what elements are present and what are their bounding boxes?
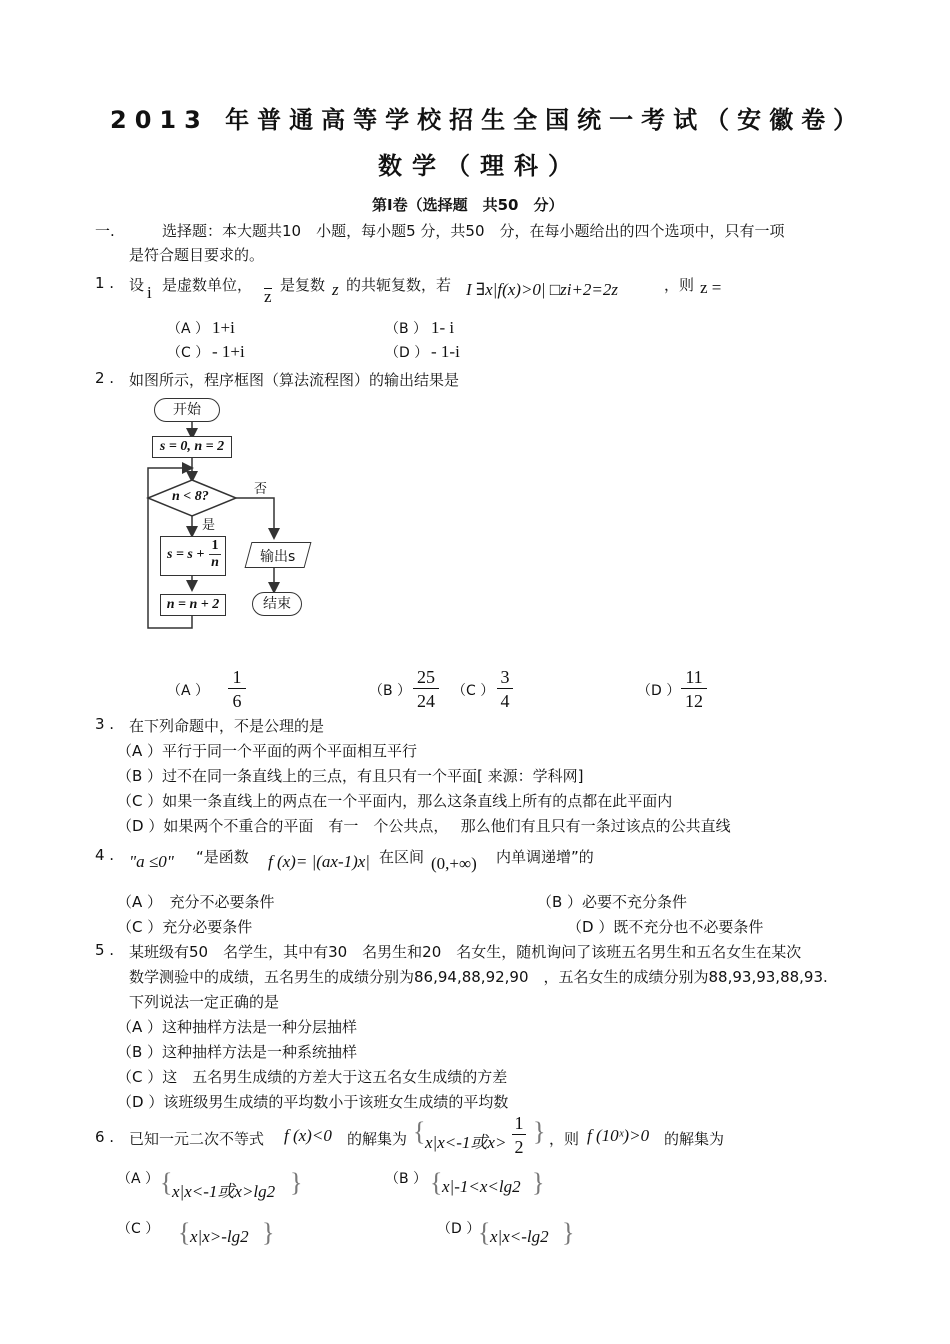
q6-option-a-right-brace: } <box>290 1168 303 1197</box>
q2-option-d-num: 11 <box>681 666 707 689</box>
q6-option-b-label: （B ） <box>385 1171 428 1187</box>
q5-option-c: （C ）这 五名男生成绩的方差大于这五名女生成绩的方差 <box>117 1068 508 1086</box>
flowchart-update-s-den: n <box>211 555 219 570</box>
q4-option-b: （B ）必要不充分条件 <box>537 893 688 911</box>
flowchart-update-s-num: 1 <box>209 538 221 555</box>
q6-set-right-brace: } <box>533 1117 546 1146</box>
q1-option-c-label: （C ） <box>167 345 210 361</box>
flowchart-update-s-lhs: s = s + <box>167 547 205 562</box>
flowchart-output-label: 输出s <box>260 549 296 565</box>
q1-var-zbar: z <box>264 287 272 306</box>
q4-text-2: 在区间 <box>379 848 425 866</box>
q4-text-1: “是函数 <box>196 848 249 866</box>
q3-option-b: （B ）过不在同一条直线上的三点，有且只有一个平面[ 来源：学科网] <box>117 767 584 785</box>
q6-option-c: x|x>-lg2 <box>190 1227 249 1246</box>
q6-option-a-label: （A ） <box>117 1171 160 1187</box>
q6-inequality: f (x)<0 <box>284 1126 332 1145</box>
flowchart-start-label: 开始 <box>173 402 201 418</box>
q6-inequality-2: f (10ˣ)>0 <box>587 1126 650 1145</box>
q2-text: 如图所示，程序框图（算法流程图）的输出结果是 <box>129 371 460 389</box>
q2-option-d-label: （D ） <box>637 683 681 699</box>
q4-text-3: 内单调递增”的 <box>496 848 594 866</box>
q1-var-z2: z = <box>700 278 722 297</box>
q5-line2: 数学测验中的成绩，五名男生的成绩分别为86,94,88,92,90 ，五名女生的成绩分别为88,93,93,88,93. <box>129 968 828 986</box>
q5-option-d: （D ）该班级男生成绩的平均数小于该班女生成绩的平均数 <box>117 1093 509 1111</box>
q1-option-a: 1+i <box>212 318 235 337</box>
q2-option-c <box>497 666 513 713</box>
q6-option-d-label: （D ） <box>437 1221 481 1237</box>
flowchart-yes-label: 是 <box>202 518 216 533</box>
q6-option-c-left-brace: { <box>178 1218 191 1247</box>
flowchart-condition: n < 8? <box>172 489 209 504</box>
q2-option-b <box>413 666 439 713</box>
q2-option-c-label: （C ） <box>452 683 495 699</box>
q4-option-c: （C ）充分必要条件 <box>117 918 253 936</box>
q1-text-2: 是虚数单位， <box>162 276 253 294</box>
flowchart-no-label: 否 <box>254 482 268 497</box>
q6-option-c-right-brace: } <box>262 1218 275 1247</box>
q3-text: 在下列命题中，不是公理的是 <box>129 717 325 735</box>
q4-condition: "a ≤0" <box>129 852 174 871</box>
flowchart-update-s <box>160 536 226 576</box>
q6-option-d-right-brace: } <box>562 1218 575 1247</box>
q1-text-5: ，则 <box>664 276 695 294</box>
q6-half-num: 1 <box>512 1112 526 1135</box>
q5-option-b: （B ）这种抽样方法是一种系统抽样 <box>117 1043 358 1061</box>
q6-number: 6 . <box>95 1128 115 1146</box>
q6-text-1: 已知一元二次不等式 <box>129 1130 265 1148</box>
q6-set-left-brace: { <box>413 1117 426 1146</box>
q5-number: 5 . <box>95 941 115 959</box>
q2-option-a-den: 6 <box>232 691 242 711</box>
instr-line1: 选择题：本大题共10 小题，每小题5 分，共50 分，在每小题给出的四个选项中，只有一项 <box>162 222 785 240</box>
q1-option-d: - 1-i <box>431 342 460 361</box>
q2-number: 2 . <box>95 369 115 387</box>
flowchart-update-n <box>160 594 226 616</box>
q6-text-4: 的解集为 <box>664 1130 725 1148</box>
flowchart-update-s-frac <box>209 538 221 571</box>
q6-option-b-right-brace: } <box>532 1168 545 1197</box>
q6-option-c-label: （C ） <box>117 1221 160 1237</box>
q5-line1: 某班级有50 名学生，其中有30 名男生和20 名女生，随机询问了该班五名男生和五名女生在某次 <box>129 943 802 961</box>
page-title: 2013 年普通高等学校招生全国统一考试（安徽卷） <box>110 106 866 134</box>
flowchart-init <box>152 436 232 458</box>
q6-text-3: ，则 <box>549 1130 580 1148</box>
q1-option-b: 1- i <box>431 318 455 337</box>
q2-option-b-den: 24 <box>417 691 435 711</box>
q6-option-b: x|-1<x<lg2 <box>442 1177 521 1196</box>
q6-option-a: x|x<-1或x>lg2 <box>172 1182 276 1201</box>
q6-set: x|x<-1或x> <box>425 1133 507 1152</box>
flowchart-update-n-label: n = n + 2 <box>166 597 220 612</box>
q1-var-i: i <box>147 283 152 302</box>
q6-option-d-left-brace: { <box>478 1218 491 1247</box>
q1-option-c: - 1+i <box>212 342 245 361</box>
q4-option-a: （A ） 充分不必要条件 <box>117 893 275 911</box>
q6-option-a-left-brace: { <box>160 1168 173 1197</box>
instr-number: 一. <box>95 222 115 240</box>
q1-option-d-label: （D ） <box>385 345 429 361</box>
q2-option-c-den: 4 <box>500 691 510 711</box>
q2-option-c-num: 3 <box>497 666 513 689</box>
q2-option-d-den: 12 <box>685 691 703 711</box>
flowchart <box>140 392 330 637</box>
q1-number: 1 . <box>95 274 115 292</box>
page-subtitle: 数学（理科） <box>378 152 582 180</box>
instr-line2: 是符合题目要求的。 <box>129 246 265 264</box>
q1-option-a-label: （A ） <box>167 321 210 337</box>
q4-interval: (0,+∞) <box>431 854 477 873</box>
q4-option-d: （D ）既不充分也不必要条件 <box>567 918 764 936</box>
q6-option-d: x|x<-lg2 <box>490 1227 549 1246</box>
flowchart-start <box>154 398 220 422</box>
q2-option-a-label: （A ） <box>167 683 210 699</box>
q1-text-4: 的共轭复数，若 <box>346 276 452 294</box>
q2-option-a <box>228 666 246 713</box>
q5-option-a: （A ）这种抽样方法是一种分层抽样 <box>117 1018 358 1036</box>
section-heading: 第Ⅰ卷（选择题 共50 分） <box>372 196 564 214</box>
q1-var-z: z <box>332 280 339 299</box>
q2-option-b-num: 25 <box>413 666 439 689</box>
q2-option-b-label: （B ） <box>369 683 412 699</box>
q4-number: 4 . <box>95 846 115 864</box>
flowchart-init-label: s = 0, n = 2 <box>159 439 225 454</box>
q2-option-d <box>681 666 707 713</box>
q6-text-2: 的解集为 <box>347 1130 408 1148</box>
q6-half <box>512 1112 526 1159</box>
q3-option-d: （D ）如果两个不重合的平面 有一 个公共点， 那么他们有且只有一条过该点的公共直线 <box>117 817 731 835</box>
q6-option-b-left-brace: { <box>430 1168 443 1197</box>
q3-number: 3 . <box>95 715 115 733</box>
q2-option-a-num: 1 <box>228 666 246 689</box>
q3-option-a: （A ）平行于同一个平面的两个平面相互平行 <box>117 742 418 760</box>
flowchart-end <box>252 592 302 616</box>
q1-text-1: 设 <box>129 276 145 294</box>
q5-line3: 下列说法一定正确的是 <box>129 993 280 1011</box>
flowchart-end-label: 结束 <box>263 596 291 612</box>
q1-condition: I ∃x|f(x)>0| □zi+2=2z <box>466 280 619 299</box>
q6-half-den: 2 <box>514 1137 524 1157</box>
q3-option-c: （C ）如果一条直线上的两点在一个平面内，那么这条直线上所有的点都在此平面内 <box>117 792 673 810</box>
q1-option-b-label: （B ） <box>385 321 428 337</box>
q4-function: f (x)= |(ax-1)x| <box>268 852 370 871</box>
q1-text-3: 是复数 <box>280 276 326 294</box>
